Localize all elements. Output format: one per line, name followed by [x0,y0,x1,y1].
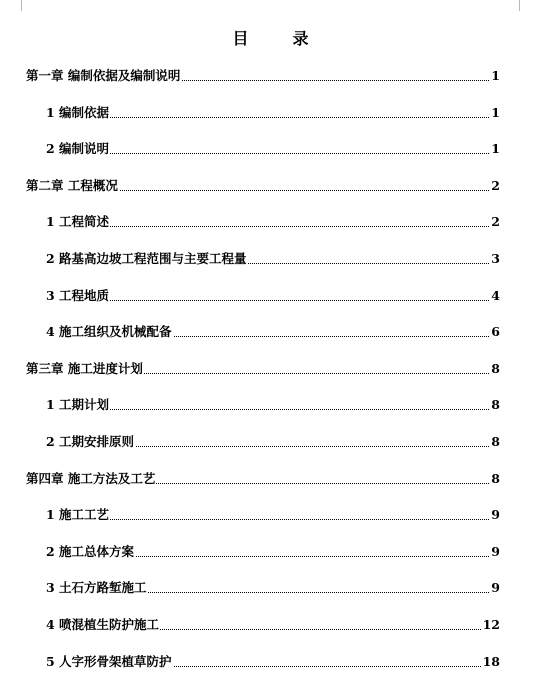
toc-section-entry[interactable] [0,505,541,525]
toc-page-number: 3 [490,249,500,269]
toc-entry-label: 1 工程简述 [46,212,110,232]
toc-page-number: 4 [490,286,500,306]
toc-section-entry[interactable] [0,322,541,342]
toc-entry-label: 5 人字形骨架植草防护 [46,652,173,672]
toc-entry-label: 3 土石方路堑施工 [46,578,148,598]
toc-entry-label: 2 工期安排原则 [46,432,135,452]
toc-page-number: 1 [490,139,500,159]
toc-page-number: 12 [482,615,500,635]
toc-entry-label: 第四章 施工方法及工艺 [26,469,156,489]
toc-entry-label: 1 施工工艺 [46,505,110,525]
toc-section-entry[interactable] [0,212,541,232]
toc-page-number: 9 [490,542,500,562]
dot-leader [46,389,499,410]
dot-leader [46,206,499,227]
toc-page-number: 2 [490,176,500,196]
toc-entry-label: 3 工程地质 [46,286,110,306]
toc-entry-label: 第三章 施工进度计划 [26,359,144,379]
dot-leader [46,133,499,154]
toc-entry-label: 1 工期计划 [46,395,110,415]
toc-section-entry[interactable] [0,395,541,415]
toc-page-number: 1 [490,103,500,123]
dot-leader [46,280,499,301]
toc-page-number: 1 [490,66,500,86]
toc-page-number: 18 [482,652,500,672]
toc-entry-label: 4 喷混植生防护施工 [46,615,160,635]
toc-page-number: 8 [490,469,500,489]
toc-entry-label: 1 编制依据 [46,103,110,123]
toc-section-entry[interactable] [0,249,541,269]
dot-leader [46,97,499,118]
toc-section-entry[interactable] [0,652,541,672]
toc-section-entry[interactable] [0,103,541,123]
page-corner-mark-left [9,0,22,11]
toc-page-number: 9 [490,578,500,598]
toc-section-entry[interactable] [0,615,541,635]
toc-page-number: 9 [490,505,500,525]
toc-section-entry[interactable] [0,139,541,159]
toc-entry-label: 2 路基高边坡工程范围与主要工程量 [46,249,248,269]
toc-page-number: 8 [490,359,500,379]
toc-entry-label: 第一章 编制依据及编制说明 [26,66,181,86]
toc-chapter-entry[interactable] [0,66,541,86]
toc-section-entry[interactable] [0,578,541,598]
toc-section-entry[interactable] [0,286,541,306]
toc-page-number: 6 [490,322,500,342]
dot-leader [46,499,499,520]
toc-page-number: 8 [490,432,500,452]
toc-page-number: 8 [490,395,500,415]
toc-entry-label: 2 施工总体方案 [46,542,135,562]
toc-page-number: 2 [490,212,500,232]
toc-entry-label: 第二章 工程概况 [26,176,119,196]
toc-chapter-entry[interactable] [0,176,541,196]
toc-entry-label: 2 编制说明 [46,139,110,159]
toc-section-entry[interactable] [0,542,541,562]
page-corner-mark-right [519,0,532,11]
toc-entry-label: 4 施工组织及机械配备 [46,322,173,342]
toc-section-entry[interactable] [0,432,541,452]
toc-chapter-entry[interactable] [0,359,541,379]
toc-title: 目 录 [232,29,323,48]
toc-chapter-entry[interactable] [0,469,541,489]
